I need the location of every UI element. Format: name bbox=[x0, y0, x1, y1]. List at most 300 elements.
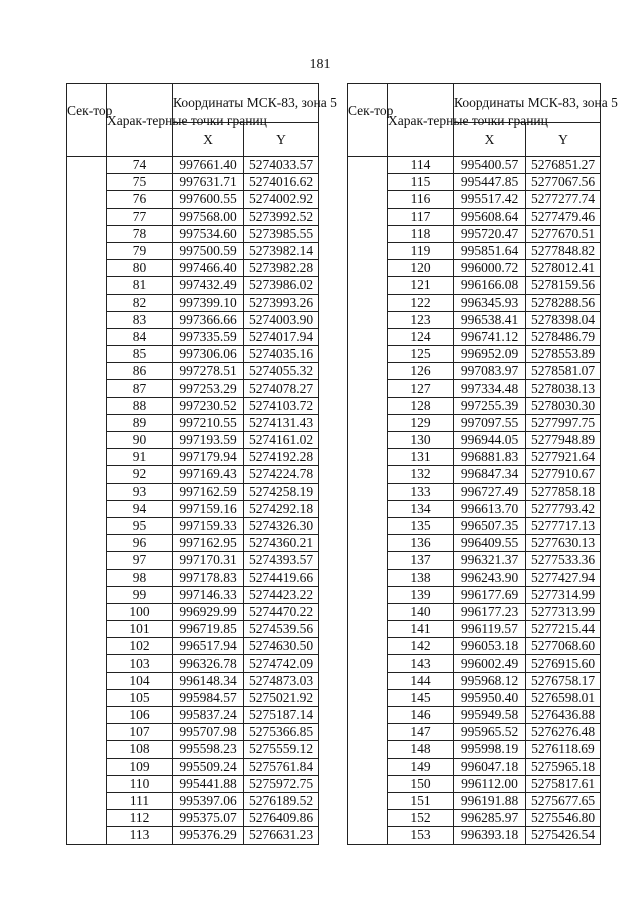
y-coordinate-cell: 5275366.85 bbox=[244, 724, 319, 741]
sector-cell bbox=[67, 810, 107, 827]
y-coordinate-cell: 5277910.67 bbox=[526, 466, 601, 483]
x-header: X bbox=[173, 123, 244, 157]
y-coordinate-cell: 5277068.60 bbox=[526, 638, 601, 655]
sector-cell bbox=[348, 311, 388, 328]
x-coordinate-cell: 996326.78 bbox=[173, 655, 244, 672]
point-number-cell: 87 bbox=[107, 380, 173, 397]
table-row bbox=[67, 191, 319, 208]
table-row bbox=[348, 672, 601, 689]
table-row bbox=[348, 260, 601, 277]
point-number-cell: 90 bbox=[107, 432, 173, 449]
y-coordinate-cell: 5278288.56 bbox=[526, 294, 601, 311]
point-number-cell: 140 bbox=[388, 603, 454, 620]
table-row bbox=[67, 775, 319, 792]
x-coordinate-cell: 997083.97 bbox=[454, 363, 526, 380]
y-header: Y bbox=[526, 123, 601, 157]
sector-cell bbox=[348, 707, 388, 724]
table-row bbox=[67, 466, 319, 483]
y-coordinate-cell: 5278486.79 bbox=[526, 328, 601, 345]
sector-cell bbox=[67, 449, 107, 466]
point-number-cell: 93 bbox=[107, 483, 173, 500]
y-coordinate-cell: 5278030.30 bbox=[526, 397, 601, 414]
x-coordinate-cell: 997534.60 bbox=[173, 225, 244, 242]
y-coordinate-cell: 5277067.56 bbox=[526, 174, 601, 191]
point-number-cell: 109 bbox=[107, 758, 173, 775]
y-coordinate-cell: 5276189.52 bbox=[244, 792, 319, 809]
point-number-cell: 127 bbox=[388, 380, 454, 397]
y-coordinate-cell: 5274103.72 bbox=[244, 397, 319, 414]
sector-cell bbox=[67, 792, 107, 809]
sector-cell bbox=[348, 208, 388, 225]
point-number-cell: 122 bbox=[388, 294, 454, 311]
x-coordinate-cell: 997169.43 bbox=[173, 466, 244, 483]
table-row bbox=[348, 277, 601, 294]
x-coordinate-cell: 996119.57 bbox=[454, 621, 526, 638]
point-number-cell: 102 bbox=[107, 638, 173, 655]
y-coordinate-cell: 5274292.18 bbox=[244, 500, 319, 517]
y-coordinate-cell: 5274873.03 bbox=[244, 672, 319, 689]
x-coordinate-cell: 995950.40 bbox=[454, 689, 526, 706]
sector-cell bbox=[67, 741, 107, 758]
sector-cell bbox=[67, 483, 107, 500]
table-row bbox=[67, 225, 319, 242]
y-coordinate-cell: 5277670.51 bbox=[526, 225, 601, 242]
sector-cell bbox=[67, 775, 107, 792]
y-coordinate-cell: 5276758.17 bbox=[526, 672, 601, 689]
point-number-cell: 96 bbox=[107, 535, 173, 552]
x-header: X bbox=[454, 123, 526, 157]
table-row bbox=[348, 586, 601, 603]
point-number-cell: 126 bbox=[388, 363, 454, 380]
point-number-cell: 103 bbox=[107, 655, 173, 672]
table-row bbox=[67, 689, 319, 706]
sector-cell bbox=[67, 724, 107, 741]
sector-cell bbox=[67, 277, 107, 294]
x-coordinate-cell: 995720.47 bbox=[454, 225, 526, 242]
x-coordinate-cell: 997631.71 bbox=[173, 174, 244, 191]
x-coordinate-cell: 995965.52 bbox=[454, 724, 526, 741]
point-number-cell: 143 bbox=[388, 655, 454, 672]
table-row bbox=[67, 810, 319, 827]
x-coordinate-cell: 995517.42 bbox=[454, 191, 526, 208]
y-coordinate-cell: 5273985.55 bbox=[244, 225, 319, 242]
point-number-cell: 81 bbox=[107, 277, 173, 294]
table-body-left bbox=[67, 157, 319, 845]
y-coordinate-cell: 5274078.27 bbox=[244, 380, 319, 397]
y-coordinate-cell: 5274742.09 bbox=[244, 655, 319, 672]
point-number-cell: 107 bbox=[107, 724, 173, 741]
sector-cell bbox=[67, 569, 107, 586]
y-coordinate-cell: 5275972.75 bbox=[244, 775, 319, 792]
sector-cell bbox=[348, 225, 388, 242]
y-coordinate-cell: 5276598.01 bbox=[526, 689, 601, 706]
x-coordinate-cell: 996166.08 bbox=[454, 277, 526, 294]
point-number-cell: 148 bbox=[388, 741, 454, 758]
sector-cell bbox=[348, 672, 388, 689]
table-row bbox=[67, 792, 319, 809]
sector-cell bbox=[67, 535, 107, 552]
table-row bbox=[348, 346, 601, 363]
x-coordinate-cell: 997306.06 bbox=[173, 346, 244, 363]
x-coordinate-cell: 997159.16 bbox=[173, 500, 244, 517]
y-coordinate-cell: 5274470.22 bbox=[244, 603, 319, 620]
y-coordinate-cell: 5277717.13 bbox=[526, 517, 601, 534]
table-row bbox=[67, 346, 319, 363]
x-coordinate-cell: 996321.37 bbox=[454, 552, 526, 569]
point-number-cell: 150 bbox=[388, 775, 454, 792]
x-coordinate-cell: 996944.05 bbox=[454, 432, 526, 449]
y-coordinate-cell: 5274161.02 bbox=[244, 432, 319, 449]
point-number-cell: 78 bbox=[107, 225, 173, 242]
y-coordinate-cell: 5273986.02 bbox=[244, 277, 319, 294]
sector-cell bbox=[348, 397, 388, 414]
table-row bbox=[348, 741, 601, 758]
y-coordinate-cell: 5274326.30 bbox=[244, 517, 319, 534]
x-coordinate-cell: 997432.49 bbox=[173, 277, 244, 294]
x-coordinate-cell: 995400.57 bbox=[454, 157, 526, 174]
point-number-cell: 134 bbox=[388, 500, 454, 517]
sector-cell bbox=[67, 363, 107, 380]
table-row bbox=[348, 432, 601, 449]
y-coordinate-cell: 5274258.19 bbox=[244, 483, 319, 500]
point-number-cell: 137 bbox=[388, 552, 454, 569]
x-coordinate-cell: 997210.55 bbox=[173, 414, 244, 431]
point-number-cell: 133 bbox=[388, 483, 454, 500]
x-coordinate-cell: 997146.33 bbox=[173, 586, 244, 603]
point-number-cell: 152 bbox=[388, 810, 454, 827]
x-coordinate-cell: 995984.57 bbox=[173, 689, 244, 706]
y-coordinate-cell: 5277313.99 bbox=[526, 603, 601, 620]
sector-cell bbox=[348, 724, 388, 741]
point-number-cell: 94 bbox=[107, 500, 173, 517]
y-coordinate-cell: 5274192.28 bbox=[244, 449, 319, 466]
table-row bbox=[67, 672, 319, 689]
characteristic-points-header: Харак-терные точки границ bbox=[107, 84, 173, 157]
sector-cell bbox=[67, 672, 107, 689]
table-row bbox=[348, 569, 601, 586]
y-coordinate-cell: 5274419.66 bbox=[244, 569, 319, 586]
x-coordinate-cell: 997230.52 bbox=[173, 397, 244, 414]
y-coordinate-cell: 5275187.14 bbox=[244, 707, 319, 724]
sector-cell bbox=[348, 380, 388, 397]
table-row bbox=[348, 638, 601, 655]
sector-cell bbox=[67, 621, 107, 638]
x-coordinate-cell: 996719.85 bbox=[173, 621, 244, 638]
table-row bbox=[348, 535, 601, 552]
point-number-cell: 105 bbox=[107, 689, 173, 706]
table-row bbox=[67, 827, 319, 844]
table-row bbox=[67, 517, 319, 534]
y-coordinate-cell: 5277427.94 bbox=[526, 569, 601, 586]
sector-cell bbox=[67, 397, 107, 414]
y-coordinate-cell: 5278159.56 bbox=[526, 277, 601, 294]
point-number-cell: 119 bbox=[388, 242, 454, 259]
point-number-cell: 121 bbox=[388, 277, 454, 294]
table-row bbox=[348, 328, 601, 345]
point-number-cell: 98 bbox=[107, 569, 173, 586]
point-number-cell: 117 bbox=[388, 208, 454, 225]
table-row bbox=[348, 517, 601, 534]
x-coordinate-cell: 996507.35 bbox=[454, 517, 526, 534]
x-coordinate-cell: 996881.83 bbox=[454, 449, 526, 466]
y-coordinate-cell: 5274035.16 bbox=[244, 346, 319, 363]
point-number-cell: 118 bbox=[388, 225, 454, 242]
x-coordinate-cell: 997255.39 bbox=[454, 397, 526, 414]
sector-cell bbox=[348, 500, 388, 517]
sector-cell bbox=[67, 689, 107, 706]
sector-cell bbox=[348, 449, 388, 466]
x-coordinate-cell: 995707.98 bbox=[173, 724, 244, 741]
sector-cell bbox=[67, 294, 107, 311]
x-coordinate-cell: 997366.66 bbox=[173, 311, 244, 328]
x-coordinate-cell: 995447.85 bbox=[454, 174, 526, 191]
x-coordinate-cell: 997162.59 bbox=[173, 483, 244, 500]
table-row bbox=[67, 655, 319, 672]
x-coordinate-cell: 997500.59 bbox=[173, 242, 244, 259]
table-row bbox=[348, 380, 601, 397]
table-row bbox=[348, 724, 601, 741]
point-number-cell: 113 bbox=[107, 827, 173, 844]
x-coordinate-cell: 996148.34 bbox=[173, 672, 244, 689]
x-coordinate-cell: 997466.40 bbox=[173, 260, 244, 277]
y-coordinate-cell: 5275817.61 bbox=[526, 775, 601, 792]
y-coordinate-cell: 5277215.44 bbox=[526, 621, 601, 638]
table-row bbox=[67, 707, 319, 724]
sector-cell bbox=[348, 414, 388, 431]
table-row bbox=[67, 208, 319, 225]
sector-cell bbox=[67, 311, 107, 328]
sector-cell bbox=[348, 586, 388, 603]
x-coordinate-cell: 997335.59 bbox=[173, 328, 244, 345]
point-number-cell: 97 bbox=[107, 552, 173, 569]
y-coordinate-cell: 5274016.62 bbox=[244, 174, 319, 191]
table-row bbox=[67, 311, 319, 328]
point-number-cell: 130 bbox=[388, 432, 454, 449]
y-coordinate-cell: 5275426.54 bbox=[526, 827, 601, 844]
table-row bbox=[67, 569, 319, 586]
x-coordinate-cell: 996393.18 bbox=[454, 827, 526, 844]
sector-cell bbox=[67, 414, 107, 431]
y-coordinate-cell: 5277948.89 bbox=[526, 432, 601, 449]
sector-cell bbox=[348, 466, 388, 483]
y-coordinate-cell: 5276409.86 bbox=[244, 810, 319, 827]
x-coordinate-cell: 995608.64 bbox=[454, 208, 526, 225]
table-row bbox=[67, 328, 319, 345]
table-row bbox=[348, 621, 601, 638]
table-row bbox=[348, 191, 601, 208]
point-number-cell: 104 bbox=[107, 672, 173, 689]
x-coordinate-cell: 995376.29 bbox=[173, 827, 244, 844]
table-row bbox=[348, 311, 601, 328]
y-coordinate-cell: 5277630.13 bbox=[526, 535, 601, 552]
table-row bbox=[348, 449, 601, 466]
table-row bbox=[67, 741, 319, 758]
sector-cell bbox=[348, 483, 388, 500]
table-row bbox=[67, 449, 319, 466]
sector-cell bbox=[348, 517, 388, 534]
point-number-cell: 151 bbox=[388, 792, 454, 809]
point-number-cell: 114 bbox=[388, 157, 454, 174]
x-coordinate-cell: 997097.55 bbox=[454, 414, 526, 431]
sector-cell bbox=[67, 552, 107, 569]
table-row bbox=[67, 363, 319, 380]
page-number: 181 bbox=[309, 57, 331, 72]
x-coordinate-cell: 997162.95 bbox=[173, 535, 244, 552]
sector-cell bbox=[67, 432, 107, 449]
sector-cell bbox=[67, 260, 107, 277]
y-coordinate-cell: 5277479.46 bbox=[526, 208, 601, 225]
x-coordinate-cell: 996345.93 bbox=[454, 294, 526, 311]
table-row bbox=[67, 174, 319, 191]
table-row bbox=[348, 466, 601, 483]
sector-cell bbox=[348, 741, 388, 758]
point-number-cell: 108 bbox=[107, 741, 173, 758]
x-coordinate-cell: 995968.12 bbox=[454, 672, 526, 689]
point-number-cell: 149 bbox=[388, 758, 454, 775]
y-coordinate-cell: 5274393.57 bbox=[244, 552, 319, 569]
table-row bbox=[67, 157, 319, 174]
y-coordinate-cell: 5274002.92 bbox=[244, 191, 319, 208]
point-number-cell: 89 bbox=[107, 414, 173, 431]
sector-cell bbox=[67, 157, 107, 174]
sector-cell bbox=[67, 758, 107, 775]
sector-cell bbox=[67, 517, 107, 534]
point-number-cell: 86 bbox=[107, 363, 173, 380]
sector-cell bbox=[67, 174, 107, 191]
y-coordinate-cell: 5274033.57 bbox=[244, 157, 319, 174]
point-number-cell: 77 bbox=[107, 208, 173, 225]
x-coordinate-cell: 997278.51 bbox=[173, 363, 244, 380]
sector-cell bbox=[67, 208, 107, 225]
sector-cell bbox=[67, 380, 107, 397]
sector-cell bbox=[67, 500, 107, 517]
sector-cell bbox=[348, 242, 388, 259]
point-number-cell: 138 bbox=[388, 569, 454, 586]
sector-cell bbox=[67, 242, 107, 259]
y-coordinate-cell: 5274224.78 bbox=[244, 466, 319, 483]
sector-cell bbox=[67, 827, 107, 844]
point-number-cell: 91 bbox=[107, 449, 173, 466]
point-number-cell: 139 bbox=[388, 586, 454, 603]
coordinates-table-right bbox=[347, 83, 618, 845]
y-coordinate-cell: 5274003.90 bbox=[244, 311, 319, 328]
y-coordinate-cell: 5274630.50 bbox=[244, 638, 319, 655]
sector-cell bbox=[348, 569, 388, 586]
sector-cell bbox=[67, 655, 107, 672]
sector-cell bbox=[348, 552, 388, 569]
x-coordinate-cell: 997334.48 bbox=[454, 380, 526, 397]
x-coordinate-cell: 997253.29 bbox=[173, 380, 244, 397]
sector-cell bbox=[67, 346, 107, 363]
point-number-cell: 124 bbox=[388, 328, 454, 345]
x-coordinate-cell: 996191.88 bbox=[454, 792, 526, 809]
y-coordinate-cell: 5275677.65 bbox=[526, 792, 601, 809]
coordinates-header: Координаты МСК-83, зона 5 bbox=[173, 84, 319, 123]
table-row bbox=[67, 603, 319, 620]
table-row bbox=[67, 414, 319, 431]
x-coordinate-cell: 996000.72 bbox=[454, 260, 526, 277]
x-coordinate-cell: 996285.97 bbox=[454, 810, 526, 827]
table-row bbox=[67, 758, 319, 775]
sector-cell bbox=[348, 810, 388, 827]
y-coordinate-cell: 5275021.92 bbox=[244, 689, 319, 706]
x-coordinate-cell: 996952.09 bbox=[454, 346, 526, 363]
point-number-cell: 88 bbox=[107, 397, 173, 414]
point-number-cell: 144 bbox=[388, 672, 454, 689]
y-coordinate-cell: 5277997.75 bbox=[526, 414, 601, 431]
sector-cell bbox=[348, 758, 388, 775]
sector-header: Сек-тор bbox=[348, 84, 388, 157]
table-row bbox=[348, 363, 601, 380]
coordinates-table-left bbox=[66, 83, 337, 845]
sector-cell bbox=[348, 328, 388, 345]
point-number-cell: 99 bbox=[107, 586, 173, 603]
x-coordinate-cell: 997159.33 bbox=[173, 517, 244, 534]
y-coordinate-cell: 5276631.23 bbox=[244, 827, 319, 844]
point-number-cell: 135 bbox=[388, 517, 454, 534]
sector-cell bbox=[67, 328, 107, 345]
point-number-cell: 142 bbox=[388, 638, 454, 655]
x-coordinate-cell: 997399.10 bbox=[173, 294, 244, 311]
point-number-cell: 75 bbox=[107, 174, 173, 191]
table-row bbox=[348, 758, 601, 775]
point-number-cell: 101 bbox=[107, 621, 173, 638]
y-coordinate-cell: 5278012.41 bbox=[526, 260, 601, 277]
sector-cell bbox=[348, 157, 388, 174]
y-coordinate-cell: 5274539.56 bbox=[244, 621, 319, 638]
point-number-cell: 100 bbox=[107, 603, 173, 620]
x-coordinate-cell: 996047.18 bbox=[454, 758, 526, 775]
x-coordinate-cell: 995998.19 bbox=[454, 741, 526, 758]
x-coordinate-cell: 996517.94 bbox=[173, 638, 244, 655]
table-row bbox=[348, 500, 601, 517]
table-row bbox=[348, 810, 601, 827]
table-row bbox=[348, 689, 601, 706]
point-number-cell: 74 bbox=[107, 157, 173, 174]
point-number-cell: 128 bbox=[388, 397, 454, 414]
y-coordinate-cell: 5277848.82 bbox=[526, 242, 601, 259]
sector-cell bbox=[67, 191, 107, 208]
point-number-cell: 147 bbox=[388, 724, 454, 741]
table-row bbox=[67, 242, 319, 259]
x-coordinate-cell: 996741.12 bbox=[454, 328, 526, 345]
point-number-cell: 85 bbox=[107, 346, 173, 363]
y-header: Y bbox=[244, 123, 319, 157]
sector-cell bbox=[348, 363, 388, 380]
point-number-cell: 141 bbox=[388, 621, 454, 638]
table-row bbox=[67, 483, 319, 500]
sector-cell bbox=[67, 638, 107, 655]
table-row bbox=[348, 157, 601, 174]
x-coordinate-cell: 995949.58 bbox=[454, 707, 526, 724]
sector-cell bbox=[348, 603, 388, 620]
x-coordinate-cell: 997600.55 bbox=[173, 191, 244, 208]
x-coordinate-cell: 996177.23 bbox=[454, 603, 526, 620]
y-coordinate-cell: 5277793.42 bbox=[526, 500, 601, 517]
sector-cell bbox=[348, 294, 388, 311]
point-number-cell: 153 bbox=[388, 827, 454, 844]
x-coordinate-cell: 996409.55 bbox=[454, 535, 526, 552]
table-row bbox=[67, 294, 319, 311]
table-row bbox=[348, 208, 601, 225]
x-coordinate-cell: 995375.07 bbox=[173, 810, 244, 827]
table-row bbox=[67, 552, 319, 569]
point-number-cell: 110 bbox=[107, 775, 173, 792]
y-coordinate-cell: 5274055.32 bbox=[244, 363, 319, 380]
x-coordinate-cell: 996243.90 bbox=[454, 569, 526, 586]
table-row bbox=[348, 414, 601, 431]
point-number-cell: 112 bbox=[107, 810, 173, 827]
